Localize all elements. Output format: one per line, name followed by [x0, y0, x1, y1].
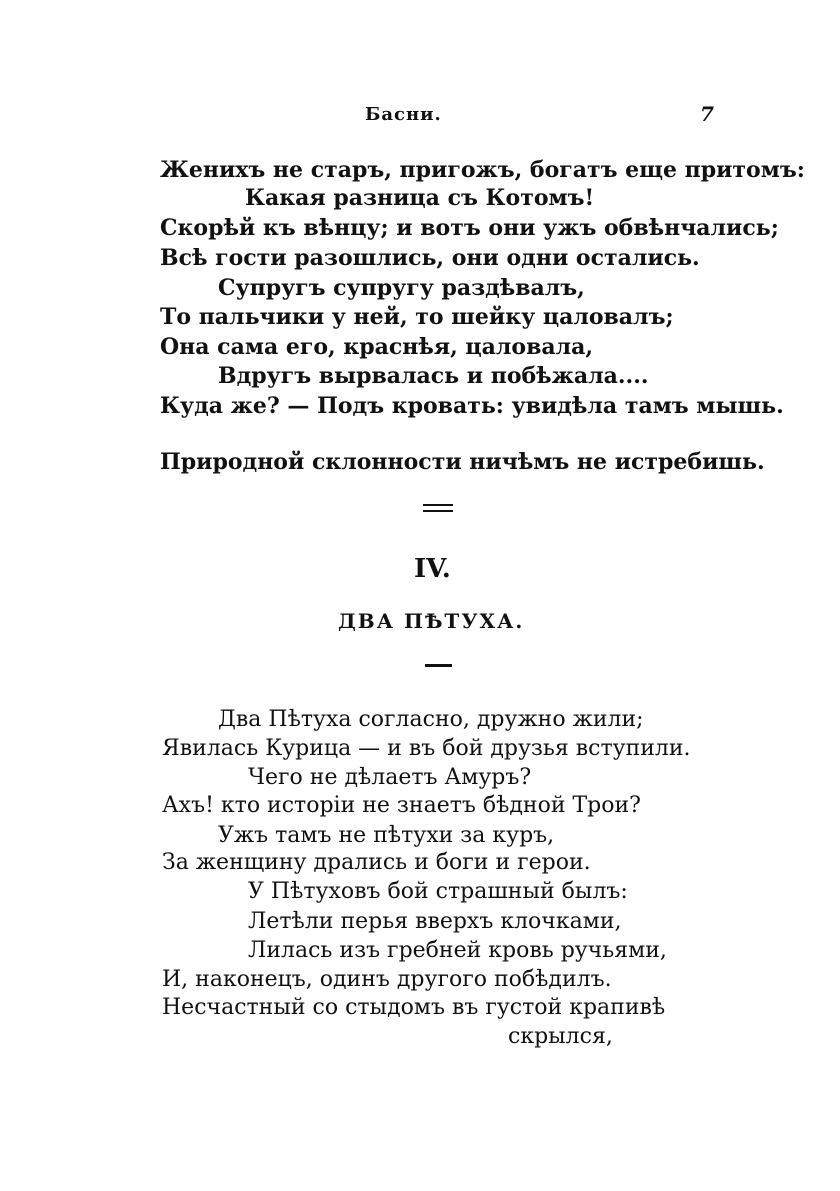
- running-title: Басни.: [365, 104, 442, 125]
- verse-line: Она сама его, краснѣя, цаловала,: [160, 334, 594, 360]
- verse-line: Куда же? — Подъ кровать: увидѣла тамъ мышь.: [160, 393, 784, 419]
- verse-line: Несчастный со стыдомъ въ густой крапивѣ: [162, 995, 666, 1020]
- verse-line: И, наконецъ, одинъ другого побѣдилъ.: [162, 967, 612, 992]
- verse-line: То пальчики у ней, то шейку цаловалъ;: [160, 304, 674, 330]
- page-number: 7: [700, 102, 714, 126]
- verse-line: Явилась Курица — и въ бой друзья вступили.: [162, 736, 691, 761]
- double-rule-divider: [423, 504, 453, 512]
- verse-line: Скорѣй къ вѣнцу; и вотъ они ужъ обвѣнчались;: [160, 215, 779, 241]
- verse-line: Вдругъ вырвалась и побѣжала....: [218, 363, 649, 389]
- short-rule-divider: [425, 664, 452, 667]
- verse-line: Женихъ не старъ, пригожъ, богатъ еще притомъ:: [160, 157, 805, 183]
- fable-moral: Природной склонности ничѣмъ не истребишь.: [160, 449, 765, 475]
- fable-number: IV.: [414, 554, 451, 584]
- verse-line: Ахъ! кто исторіи не знаетъ бѣдной Трои?: [162, 793, 641, 818]
- verse-line: За женщину дрались и боги и герои.: [162, 850, 591, 875]
- verse-line: Чего не дѣлаетъ Амуръ?: [248, 765, 532, 790]
- verse-line: скрылся,: [508, 1024, 613, 1049]
- fable-title: ДВА ПѢТУХА.: [338, 609, 525, 633]
- verse-line: Ужъ тамъ не пѣтухи за куръ,: [218, 823, 555, 848]
- verse-line: Всѣ гости разошлись, они одни остались.: [160, 245, 700, 271]
- verse-line: Какая разница съ Котомъ!: [245, 185, 595, 211]
- verse-line: Два Пѣтуха согласно, дружно жили;: [218, 707, 644, 732]
- verse-line: Супругъ супругу раздѣвалъ,: [218, 275, 585, 301]
- verse-line: Лилась изъ гребней кровь ручьями,: [248, 938, 667, 963]
- verse-line: У Пѣтуховъ бой страшный былъ:: [248, 879, 628, 904]
- verse-line: Летѣли перья вверхъ клочками,: [248, 909, 622, 934]
